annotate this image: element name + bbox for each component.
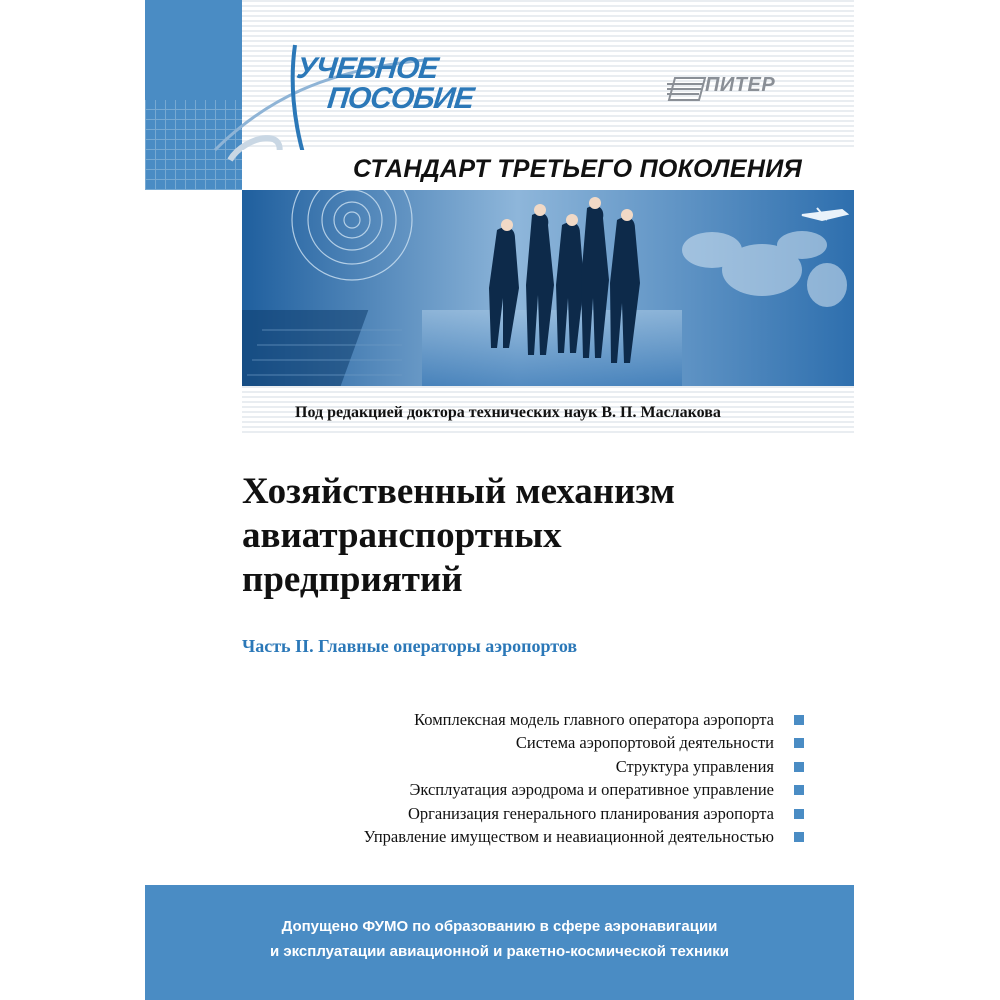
series-line-2: ПОСОБИЕ (325, 82, 475, 115)
title-line-2: авиатранспортных (242, 515, 562, 556)
approval-line-2: и эксплуатации авиационной и ракетно-космической техники (269, 943, 730, 960)
square-bullet-icon (794, 715, 804, 725)
book-subtitle: Часть II. Главные операторы аэропортов (242, 636, 578, 656)
series-label (292, 54, 478, 114)
title-line-1: Хозяйственный механизм (242, 471, 675, 512)
book-cover (145, 0, 854, 1000)
square-bullet-icon (794, 809, 804, 819)
title-line-3: предприятий (242, 559, 463, 600)
approval-line-1: Допущено ФУМО по образованию в сфере аэронавигации (281, 918, 718, 935)
approval-band (145, 885, 854, 1000)
approval-text (145, 914, 854, 964)
editor-credit: Под редакцией доктора технических наук В. П. Маслакова (295, 404, 721, 421)
list-item (204, 755, 804, 779)
topic-label: Система аэропортовой деятельности (515, 733, 774, 753)
topic-label: Организация генерального планирования аэропорта (407, 803, 774, 823)
topic-label: Управление имуществом и неавиационной деятельностью (363, 827, 774, 847)
square-bullet-icon (794, 785, 804, 795)
series-standard: СТАНДАРТ ТРЕТЬЕГО ПОКОЛЕНИЯ (352, 155, 802, 183)
topics-list (204, 708, 804, 849)
list-item (204, 802, 804, 826)
list-item (204, 708, 804, 732)
cover-photo (242, 190, 854, 386)
topic-label: Комплексная модель главного оператора аэропорта (414, 709, 774, 729)
topic-label: Структура управления (615, 756, 774, 776)
square-bullet-icon (794, 762, 804, 772)
publisher-name: ПИТЕР (705, 74, 776, 96)
list-item (204, 732, 804, 756)
list-item (204, 779, 804, 803)
square-bullet-icon (794, 832, 804, 842)
topic-label: Эксплуатация аэродрома и оперативное управление (409, 780, 774, 800)
book-title (242, 470, 675, 602)
square-bullet-icon (794, 738, 804, 748)
list-item (204, 826, 804, 850)
series-line-1: УЧЕБНОЕ (294, 52, 440, 85)
